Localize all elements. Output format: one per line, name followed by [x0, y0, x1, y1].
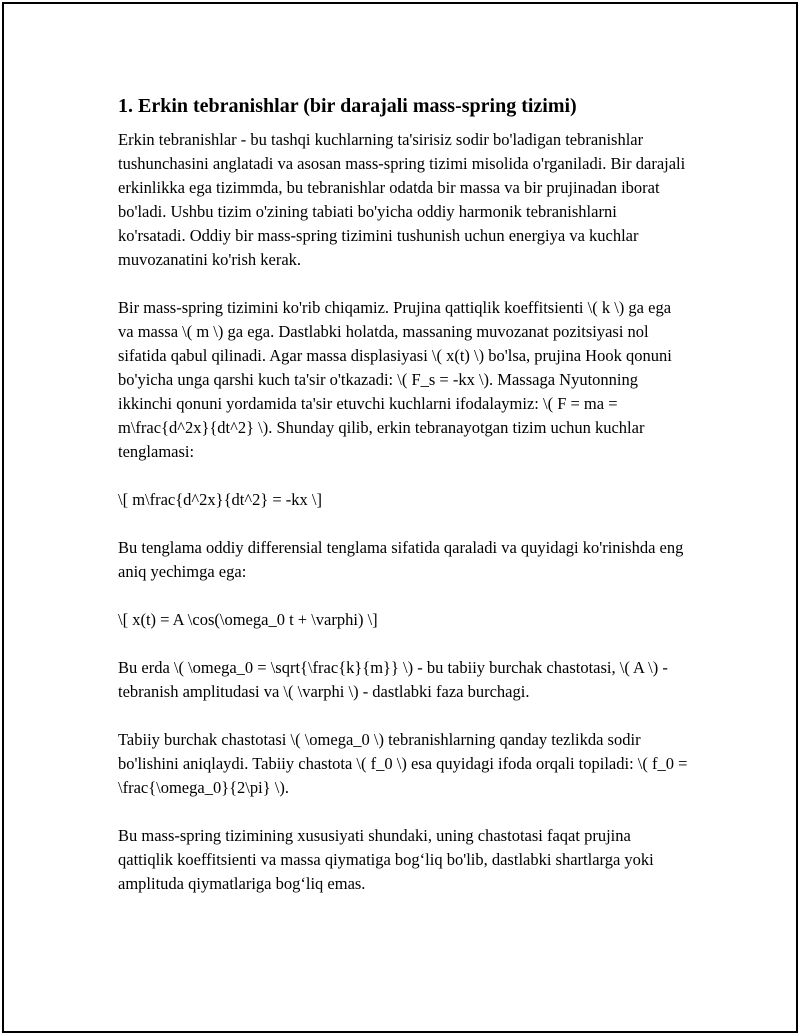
- paragraph-definitions: Bu erda \( \omega_0 = \sqrt{\frac{k}{m}} \) - bu tabiiy burchak chastotasi, \( A \) - tebranish amplitudasi va \( \varphi \) - dastlabki faza burchagi.: [118, 658, 668, 701]
- paragraph-system-setup: Bir mass-spring tizimini ko'rib chiqamiz. Prujina qattiqlik koeffitsienti \( k \) ga ega va massa \( m \) ga ega. Dastlabki holatda, massaning muvozanat pozitsiyasi nol sifatida qabul qilinadi. Agar massa displasiyasi \( x(t) \) bo'lsa, prujina Hook qonuni bo'yicha unga qarshi kuch ta'sir o'tkazadi: \( F_s = -kx \). Massaga Nyutonning ikkinchi qonuni yordamida ta'sir etuvchi kuchlarni ifodalaymiz: \( F = ma = m\frac{d^2x}{dt^2} \). Shunday qilib, erkin tebranayotgan tizim uchun kuchlar tenglamasi:: [118, 298, 672, 461]
- paragraph-conclusion: Bu mass-spring tizimining xususiyati shundaki, uning chastotasi faqat prujina qattiqlik koeffitsienti va massa qiymatiga bog‘liq bo'lib, dastlabki shartlarga yoki amplituda qiymatlariga bog‘liq emas.: [118, 826, 654, 893]
- paragraph-frequency: Tabiiy burchak chastotasi \( \omega_0 \) tebranishlarning qanday tezlikda sodir bo'lishini aniqlaydi. Tabiiy chastota \( f_0 \) esa quyidagi ifoda orqali topiladi: \( f_0 = \frac{\omega_0}{2\pi} \).: [118, 730, 688, 797]
- document-body: [118, 93, 688, 920]
- paragraph-differential: Bu tenglama oddiy differensial tenglama sifatida qaraladi va quyidagi ko'rinishda eng aniq yechimga ega:: [118, 538, 684, 581]
- paragraph-intro: Erkin tebranishlar - bu tashqi kuchlarning ta'sirisiz sodir bo'ladigan tebranishlar tushunchasini anglatadi va asosan mass-spring tizimi misolida o'rganiladi. Bir darajali erkinlikka ega tizimmda, bu tebranishlar odatda bir massa va bir prujinadan iborat bo'ladi. Ushbu tizim o'zining tabiati bo'yicha oddiy harmonik tebranishlarni ko'rsatadi. Oddiy bir mass-spring tizimini tushunish uchun energiya va kuchlar muvozanatini ko'rish kerak.: [118, 130, 686, 269]
- equation-motion: \[ m\frac{d^2x}{dt^2} = -kx \]: [118, 490, 323, 509]
- section-title: 1. Erkin tebranishlar (bir darajali mass-spring tizimi): [118, 95, 577, 117]
- equation-solution: \[ x(t) = A \cos(\omega_0 t + \varphi) \]: [118, 610, 378, 629]
